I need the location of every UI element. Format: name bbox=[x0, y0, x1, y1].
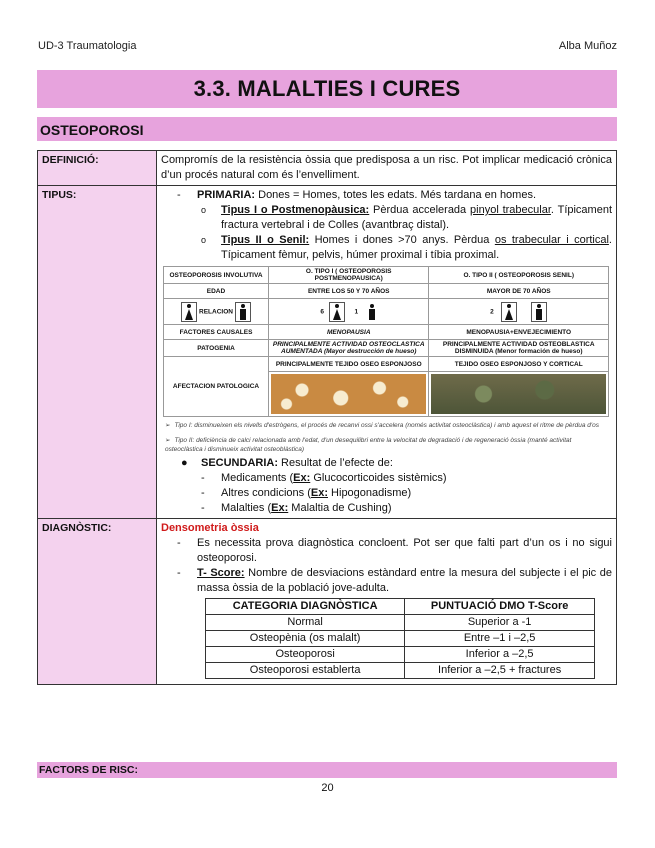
arrow-bullet-icon: ➢ bbox=[165, 422, 171, 429]
note-tipo2-text: Tipo II: deficiència de calci relacionada amb l'edat, d'un desequilibri entre la velocitat de degradació i de regeneració òssia (manté activitat osteoclàstica i disminueix activitat osteoblàstica) bbox=[165, 437, 572, 453]
dash-bullet: - bbox=[201, 472, 205, 484]
secundaria-text: Resultat de l’efecte de: bbox=[278, 457, 393, 469]
spongy-bone-image bbox=[271, 374, 426, 414]
tscore-text: Nombre de desviacions estàndard entre la mesura del subjecte i el pic de massa òssia de la població jove-adulta. bbox=[197, 567, 612, 594]
tipus2-label: Tipus II o Senil: bbox=[221, 234, 310, 246]
sec-item-post: Hipogonadisme) bbox=[328, 487, 412, 499]
diagnostic-item bbox=[161, 536, 612, 566]
fig-edad1: ENTRE LOS 50 Y 70 AÑOS bbox=[269, 284, 429, 299]
tipus1-text-b: . Típicament fractura vertebral i de Colles (avantbraç distal). bbox=[221, 204, 613, 231]
tipus1-underlined: pinyol trabecular bbox=[470, 204, 551, 216]
arrow-bullet-icon: ➢ bbox=[165, 437, 171, 444]
tscore-value: Inferior a –2,5 bbox=[405, 647, 595, 663]
female-icon bbox=[332, 304, 342, 320]
sec-item-post: Glucocorticoides sistèmics) bbox=[310, 472, 447, 484]
fig-fac1: MENOPAUSIA bbox=[269, 325, 429, 340]
fig-pat1: PRINCIPALMENTE ACTIVIDAD OSTEOCLASTICA AUMENTADA (Mayor destrucción de hueso) bbox=[269, 340, 429, 357]
definicio-label: DEFINICIÓ: bbox=[38, 151, 157, 186]
tscore-category: Osteoporosi bbox=[206, 647, 405, 663]
sec-item-ex: Ex: bbox=[293, 472, 311, 484]
tscore-table bbox=[205, 598, 595, 679]
diagnostic-item-text: Es necessita prova diagnòstica concloent. Pot ser que falti part d’un os i no sigui osteoporosi. bbox=[197, 537, 612, 564]
row-definicio bbox=[38, 151, 617, 186]
note-tipo1-text: Tipo I: disminueixen els nivells d'estrògens, el procés de recanvi ossi s'accelera (només activitat osteoclàstica) i amb aquest el ritme de pèrdua d'os bbox=[174, 422, 600, 429]
female-icon bbox=[504, 304, 514, 320]
tscore-label: T- Score: bbox=[197, 567, 245, 579]
row-diagnostic bbox=[38, 519, 617, 685]
tscore-col1: CATEGORIA DIAGNÒSTICA bbox=[206, 599, 405, 615]
table-row bbox=[206, 663, 595, 679]
note-tipo2 bbox=[165, 436, 605, 454]
secundaria-label: SECUNDARIA: bbox=[201, 457, 278, 469]
tscore-category: Normal bbox=[206, 615, 405, 631]
tipus2-text-a: Homes i dones >70 anys. Pèrdua bbox=[309, 234, 495, 246]
tipus-content bbox=[157, 186, 617, 519]
primaria-text: Dones = Homes, totes les edats. Més tardana en homes. bbox=[255, 189, 537, 201]
male-icon bbox=[534, 304, 544, 320]
tipus2-item bbox=[161, 233, 612, 263]
dash-bullet: - bbox=[201, 502, 205, 514]
tscore-item bbox=[161, 566, 612, 596]
factors-de-risc-heading: FACTORS DE RISC: bbox=[37, 762, 617, 778]
cortical-bone-image bbox=[431, 374, 606, 414]
male-icon bbox=[367, 304, 377, 320]
tipus1-item bbox=[161, 203, 612, 233]
table-row bbox=[206, 647, 595, 663]
diagnostic-label: DIAGNÒSTIC: bbox=[38, 519, 157, 685]
sec-item bbox=[161, 486, 612, 501]
sec-item bbox=[161, 471, 612, 486]
dash-bullet: - bbox=[177, 567, 181, 579]
tscore-category: Osteoporosi establerta bbox=[206, 663, 405, 679]
tipus1-text-a: Pèrdua accelerada bbox=[369, 204, 471, 216]
tipus1-label: Tipus I o Postmenopàusica: bbox=[221, 204, 370, 216]
sec-item-pre: Altres condicions ( bbox=[221, 487, 311, 499]
sec-item-pre: Malalties ( bbox=[221, 502, 272, 514]
sec-item-post: Malaltia de Cushing) bbox=[288, 502, 392, 514]
fig-fac2: MENOPAUSIA+ENVEJECIMIENTO bbox=[429, 325, 609, 340]
diagnostic-heading: Densometria òssia bbox=[161, 522, 259, 534]
fig-factores: FACTORES CAUSALES bbox=[164, 325, 269, 340]
fig-patogenia: PATOGENIA bbox=[164, 340, 269, 357]
male-icon bbox=[238, 304, 248, 320]
embedded-osteoporosis-figure bbox=[163, 266, 609, 454]
page-number: 20 bbox=[321, 782, 334, 794]
fig-rel1-m: 1 bbox=[354, 308, 359, 316]
section-title: OSTEOPOROSI bbox=[37, 117, 617, 141]
dash-bullet: - bbox=[201, 487, 205, 499]
fig-h1: OSTEOPOROSIS INVOLUTIVA bbox=[164, 267, 269, 284]
fig-rel1-f: 6 bbox=[320, 308, 324, 316]
fig-rel2-f: 2 bbox=[490, 308, 494, 316]
fig-relacion-cell bbox=[164, 299, 269, 325]
dash-bullet: - bbox=[177, 537, 181, 549]
sec-item-ex: Ex: bbox=[310, 487, 328, 499]
tscore-col2: PUNTUACIÓ DMO T-Score bbox=[405, 599, 595, 615]
fig-af1: PRINCIPALMENTE TEJIDO OSEO ESPONJOSO bbox=[269, 357, 429, 372]
header-course: UD-3 Traumatologia bbox=[38, 40, 137, 52]
fig-h2: O. TIPO I ( OSTEOPOROSIS POSTMENOPAUSICA) bbox=[269, 267, 429, 284]
diagnostic-content bbox=[157, 519, 617, 685]
sec-item-pre: Medicaments ( bbox=[221, 472, 294, 484]
tipus2-underlined: os trabecular i cortical bbox=[494, 234, 609, 246]
fig-h3: O. TIPO II ( OSTEOPOROSIS SENIL) bbox=[429, 267, 609, 284]
tipus-label: TIPUS: bbox=[38, 186, 157, 519]
fig-pat2: PRINCIPALMENTE ACTIVIDAD OSTEOBLASTICA DISMINUIDA (Menor formación de hueso) bbox=[429, 340, 609, 357]
table-row bbox=[206, 631, 595, 647]
sec-item bbox=[161, 501, 612, 516]
sec-item-ex: Ex: bbox=[271, 502, 289, 514]
tscore-value: Superior a -1 bbox=[405, 615, 595, 631]
tipus2-text-b: . Típicament fèmur, pelvis, húmer proximal i tíbia proximal. bbox=[221, 234, 612, 261]
primaria-label: PRIMARIA: bbox=[197, 189, 256, 201]
osteoporosis-type-table bbox=[163, 266, 609, 417]
fig-af2: TEJIDO OSEO ESPONJOSO Y CORTICAL bbox=[429, 357, 609, 372]
table-row bbox=[206, 615, 595, 631]
fig-edad2: MAYOR DE 70 AÑOS bbox=[429, 284, 609, 299]
fig-afect: AFECTACION PATOLOGICA bbox=[164, 357, 269, 417]
note-tipo1 bbox=[165, 421, 605, 430]
row-tipus bbox=[38, 186, 617, 519]
tscore-category: Osteopènia (os malalt) bbox=[206, 631, 405, 647]
tscore-value: Inferior a –2,5 + fractures bbox=[405, 663, 595, 679]
tscore-value: Entre –1 i –2,5 bbox=[405, 631, 595, 647]
definicio-text: Compromís de la resistència òssia que predisposa a un risc. Pot implicar medicació crònica d’un procés natural com és l’envelliment. bbox=[157, 151, 617, 186]
female-icon bbox=[184, 304, 194, 320]
page-title: 3.3. MALALTIES I CURES bbox=[37, 70, 617, 108]
dot-bullet-icon: ● bbox=[181, 457, 188, 469]
fig-edad: EDAD bbox=[164, 284, 269, 299]
dash-bullet: - bbox=[177, 189, 181, 201]
circle-bullet-icon: o bbox=[201, 235, 207, 245]
secundaria-item bbox=[161, 456, 612, 471]
osteoporosis-table bbox=[37, 150, 617, 685]
fig-relacion: RELACION bbox=[199, 308, 233, 316]
header-author: Alba Muñoz bbox=[558, 40, 617, 52]
primaria-item bbox=[161, 188, 612, 203]
fig-rel2-cell bbox=[429, 299, 609, 325]
fig-rel1-cell bbox=[269, 299, 429, 325]
circle-bullet-icon: o bbox=[201, 205, 207, 215]
